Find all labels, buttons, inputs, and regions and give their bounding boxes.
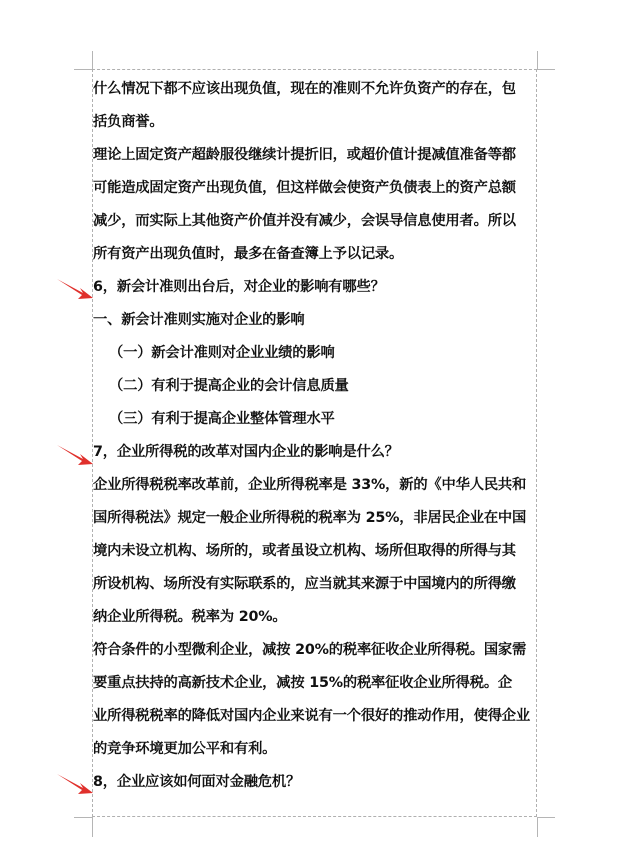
paragraph-line: 国所得税法》规定一般企业所得税的税率为 25%，非居民企业在中国 [93,510,527,526]
paragraph-line: 符合条件的小型微利企业，减按 20%的税率征收企业所得税。国家需 [93,642,527,658]
paragraph-line: 业所得税税率的降低对国内企业来说有一个很好的推动作用，使得企业 [93,708,530,724]
crop-mark [74,69,92,70]
paragraph-line: 理论上固定资产超龄服役继续计提折旧，或超价值计提减值准备等都 [93,147,516,163]
paragraph-line: 减少，而实际上其他资产价值并没有减少，会误导信息使用者。所以 [93,213,516,229]
crop-mark [537,817,555,818]
question-heading: 8，企业应该如何面对金融危机？ [93,774,301,790]
list-item: （二）有利于提高企业的会计信息质量 [109,378,349,394]
document-body[interactable] [93,73,539,799]
paragraph-line: 纳企业所得税。税率为 20%。 [93,609,287,625]
crop-mark [537,51,538,69]
list-item: （三）有利于提高企业整体管理水平 [109,411,335,427]
paragraph-line: 可能造成固定资产出现负值，但这样做会使资产负债表上的资产总额 [93,180,516,196]
red-arrow-icon [56,772,94,800]
red-arrow-icon [56,277,94,305]
crop-mark [92,51,93,69]
list-item: （一）新会计准则对企业业绩的影响 [109,345,335,361]
paragraph-line: 企业所得税税率改革前，企业所得税率是 33%，新的《中华人民共和 [93,477,527,493]
question-heading: 7，企业所得税的改革对国内企业的影响是什么？ [93,444,399,460]
paragraph-line: 境内未设立机构、场所的，或者虽设立机构、场所但取得的所得与其 [93,543,516,559]
paragraph-line: 要重点扶持的高新技术企业，减按 15%的税率征收企业所得税。企 [93,675,513,691]
red-arrow-icon [56,443,94,471]
crop-mark [92,817,93,837]
section-heading: 一、新会计准则实施对企业的影响 [93,312,305,328]
paragraph-line: 所有资产出现负值时，最多在备查簿上予以记录。 [93,246,404,262]
paragraph-line: 括负商誉。 [93,114,164,130]
crop-mark [537,817,538,837]
crop-mark [74,817,92,818]
paragraph-line: 的竞争环境更加公平和有利。 [93,741,277,757]
crop-mark [537,69,555,70]
paragraph-line: 什么情况下都不应该出现负值，现在的准则不允许负资产的存在，包 [93,81,516,97]
question-heading: 6，新会计准则出台后，对企业的影响有哪些？ [93,279,385,295]
paragraph-line: 所设机构、场所没有实际联系的，应当就其来源于中国境内的所得缴 [93,576,516,592]
